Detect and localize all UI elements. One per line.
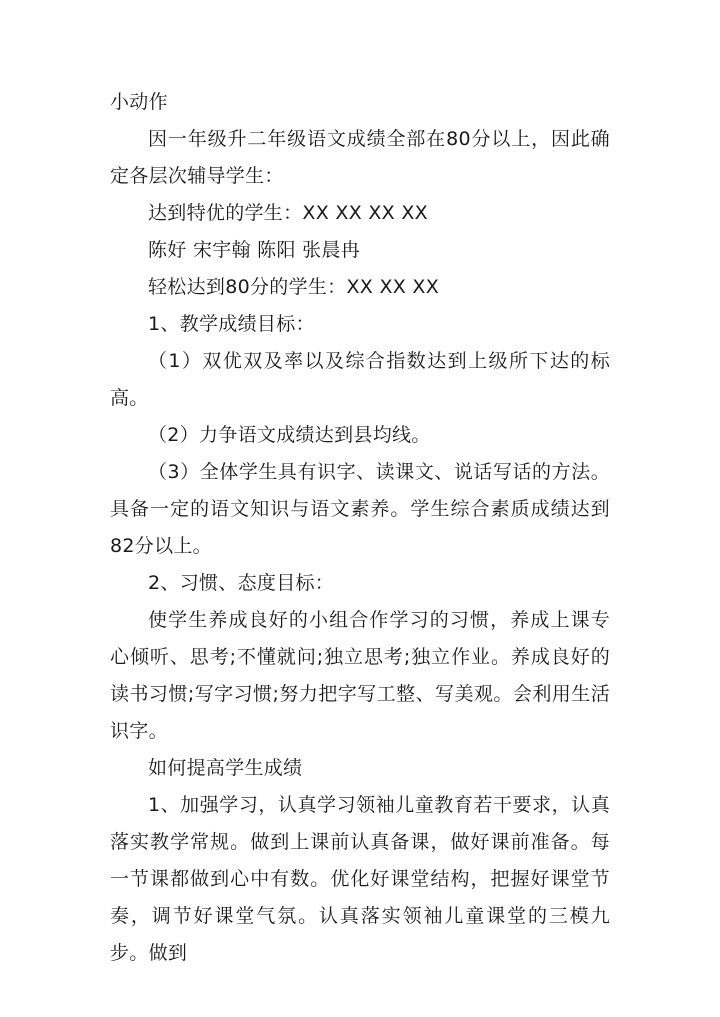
- paragraph-80-students: 轻松达到80分的学生：XX XX XX: [148, 276, 440, 298]
- paragraph-heading-small-actions: 小动作: [110, 91, 168, 113]
- paragraph-top-students: 达到特优的学生：XX XX XX XX: [148, 202, 428, 224]
- paragraph-goal-heading-1: 1、教学成绩目标：: [148, 313, 315, 335]
- paragraph-section-heading: 如何提高学生成绩: [148, 757, 303, 779]
- paragraph-intro: 因一年级升二年级语文成绩全部在80分以上，因此确定各层次辅导学生：: [110, 128, 610, 187]
- paragraph-goal-item-1: （1）双优双及率以及综合指数达到上级所下达的标高。: [110, 350, 610, 409]
- paragraph-strengthen-study: 1、加强学习，认真学习领袖儿童教育若干要求，认真落实教学常规。做到上课前认真备课，做好课前准备。每一节课都做到心中有数。优化好课堂结构，把握好课堂节奏，调节好课堂气氛。认真落实领袖儿童课堂的三模九步。做到: [110, 794, 610, 964]
- paragraph-goal-heading-2: 2、习惯、态度目标：: [148, 572, 335, 594]
- paragraph-student-names: 陈好 宋宇翰 陈阳 张晨冉: [148, 239, 361, 261]
- document-body: [110, 84, 610, 972]
- paragraph-goal-item-3: （3）全体学生具有识字、读课文、说话写话的方法。具备一定的语文知识与语文素养。学生综合素质成绩达到82分以上。: [110, 461, 610, 557]
- paragraph-goal-item-2: （2）力争语文成绩达到县均线。: [148, 424, 431, 446]
- paragraph-habits: 使学生养成良好的小组合作学习的习惯，养成上课专心倾听、思考;不懂就问;独立思考;独立作业。养成良好的读书习惯;写字习惯;努力把字写工整、写美观。会利用生活识字。: [110, 609, 610, 742]
